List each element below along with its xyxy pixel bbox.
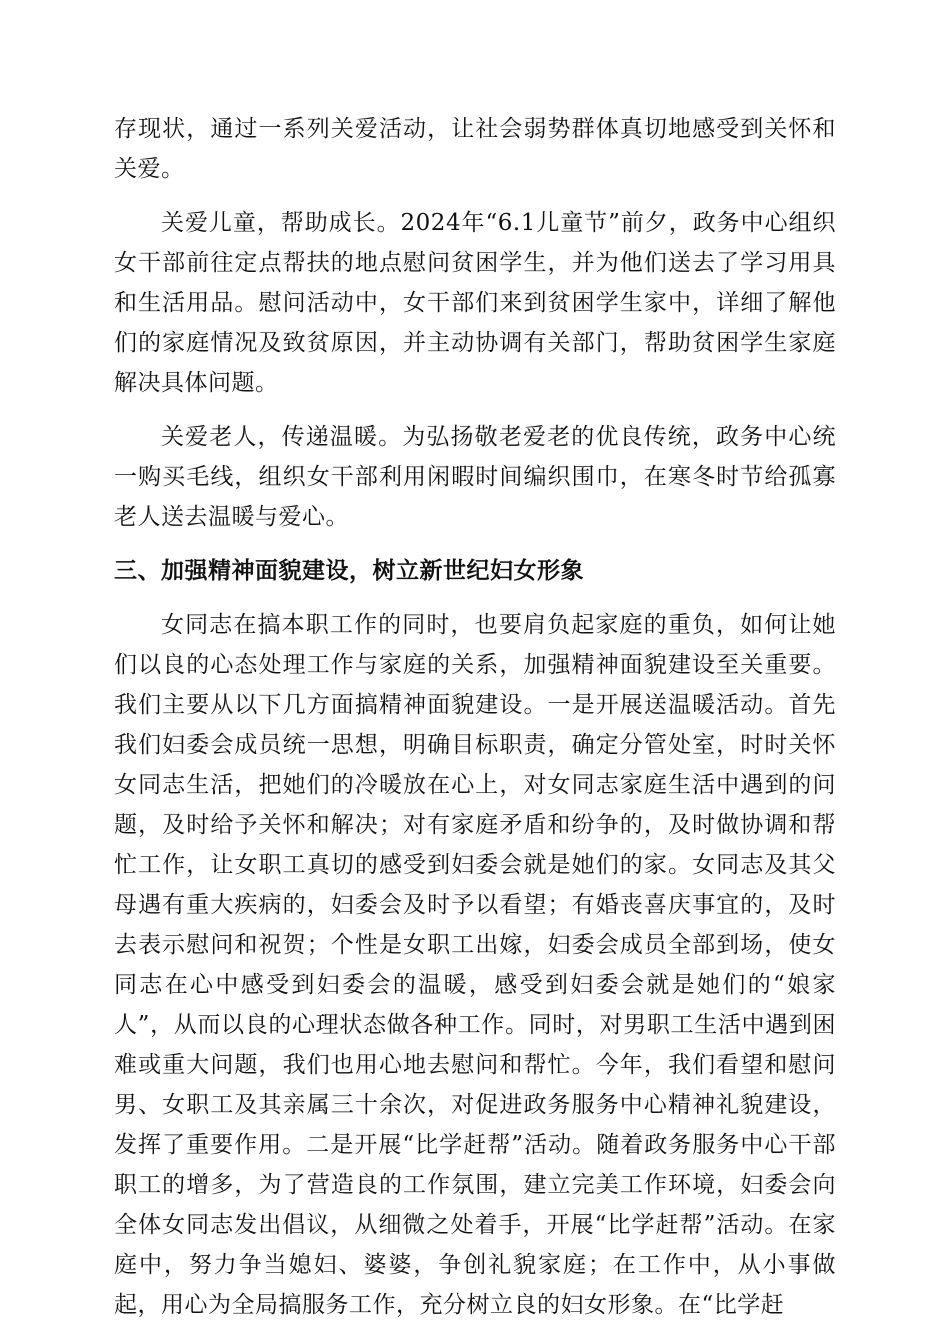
paragraph-section-body: 女同志在搞本职工作的同时，也要肩负起家庭的重负，如何让她们以良的心态处理工作与家庭的关系，加强精神面貌建设至关重要。我们主要从以下几方面搞精神面貌建设。一是开展送温暖活动。首先我们妇委会成员统一思想，明确目标职责，确定分管处室，时时关怀女同志生活，把她们的冷暖放在心上，对女同志家庭生活中遇到的问题，及时给予关怀和解决；对有家庭矛盾和纷争的，及时做协调和帮忙工作，让女职工真切的感受到妇委会就是她们的家。女同志及其父母遇有重大疾病的，妇委会及时予以看望；有婚丧喜庆事宜的，及时去表示慰问和祝贺；个性是女职工出嫁，妇委会成员全部到场，使女同志在心中感受到妇委会的温暖，感受到妇委会就是她们的“娘家人”，从而以良的心理状态做各种工作。同时，对男职工生活中遇到困难或重大问题，我们也用心地去慰问和帮忙。今年，我们看望和慰问男、女职工及其亲属三十余次，对促进政务服务中心精神礼貌建设，发挥了重要作用。二是开展“比学赶帮”活动。随着政务服务中心干部职工的增多，为了营造良的工作氛围，建立完美工作环境，妇委会向全体女同志发出倡议，从细微之处着手，开展“比学赶帮”活动。在家庭中，努力争当媳妇、婆婆，争创礼貌家庭；在工作中，从小事做起，用心为全局搞服务工作，充分树立良的妇女形象。在“比学赶 bbox=[114, 612, 836, 1318]
paragraph-caring-elderly: 关爱老人，传递温暖。为弘扬敬老爱老的优良传统，政务中心统一购买毛线，组织女干部利用闲暇时间编织围巾，在寒冬时节给孤寡老人送去温暖与爱心。 bbox=[114, 424, 836, 530]
section-heading: 三、加强精神面貌建设，树立新世纪妇女形象 bbox=[114, 558, 584, 584]
document-page bbox=[114, 109, 836, 1325]
paragraph-caring-children: 关爱儿童，帮助成长。2024年“6.1儿童节”前夕，政务中心组织女干部前往定点帮扶的地点慰问贫困学生，并为他们送去了学习用具和生活用品。慰问活动中，女干部们来到贫困学生家中，详细了解他们的家庭情况及致贫原因，并主动协调有关部门，帮助贫困学生家庭解决具体问题。 bbox=[114, 210, 836, 396]
paragraph-continuation: 存现状，通过一系列关爱活动，让社会弱势群体真切地感受到关怀和关爱。 bbox=[114, 116, 836, 182]
